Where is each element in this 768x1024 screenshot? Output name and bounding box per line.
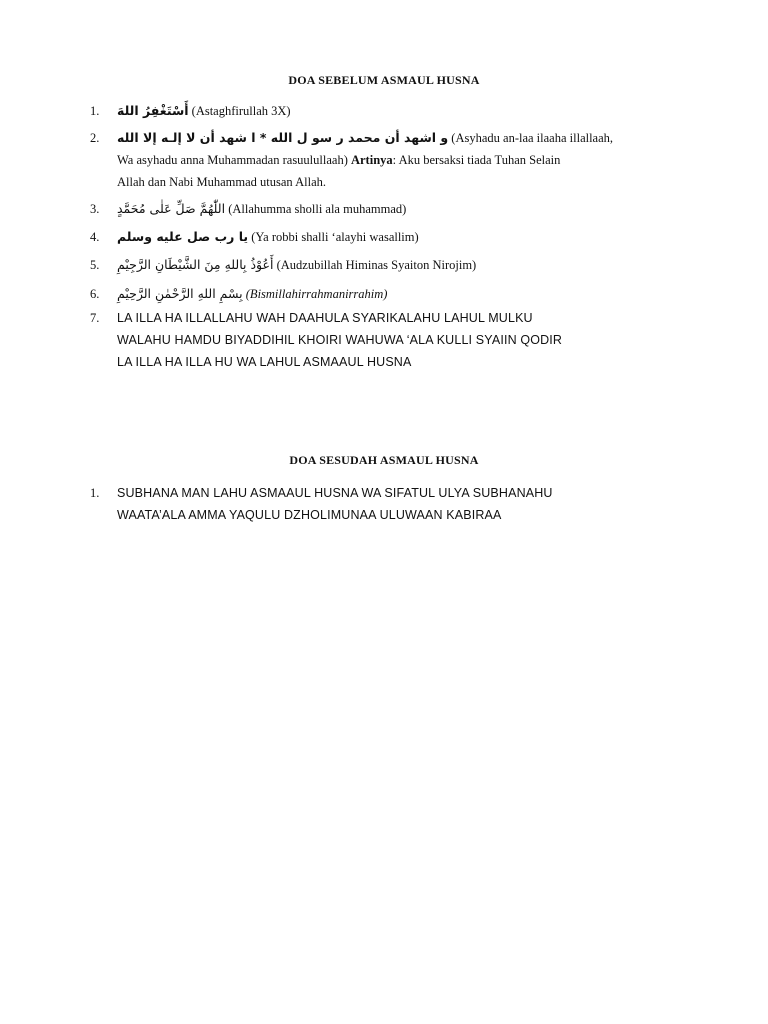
item-number: 5. <box>90 258 100 272</box>
list-item <box>90 283 690 305</box>
list-item <box>90 127 690 193</box>
arabic-text: أَعُوْذُ بِاللهِ مِنَ الشَّيْطَانِ الرَّجِيْمِ <box>117 257 274 272</box>
list-item <box>90 482 690 526</box>
section-title-before: DOA SEBELUM ASMAUL HUSNA <box>288 73 480 87</box>
item-number: 6. <box>90 287 100 301</box>
meaning-line-3: Allah dan Nabi Muhammad utusan Allah. <box>117 175 326 189</box>
transliteration: (Bismillahirrahmanirrahim) <box>245 287 388 301</box>
arabic-text: و اشهد أن محمد ر سو ل الله * ا شهد أن لا إلـه إلا الله <box>117 130 449 145</box>
item-number: 4. <box>90 230 100 244</box>
section-title-after: DOA SESUDAH ASMAUL HUSNA <box>289 453 479 467</box>
item-number: 2. <box>90 131 100 145</box>
text-line: WAATA’ALA AMMA YAQULU DZHOLIMUNAA ULUWAAN KABIRAA <box>117 508 502 522</box>
transliteration: (Asyhadu an-laa ilaaha illallaah, <box>451 131 614 145</box>
list-item <box>90 198 690 220</box>
text-line: SUBHANA MAN LAHU ASMAAUL HUSNA WA SIFATUL ULYA SUBHANAHU <box>117 486 553 500</box>
arabic-text: يا رب صل عليه وسلم <box>117 229 249 244</box>
arabic-text: اللّٰهُمَّ صَلِّ عَلٰى مُحَمَّدٍ <box>117 201 226 216</box>
list-item <box>90 307 690 373</box>
meaning-label: Artinya <box>350 153 393 167</box>
text-line: WALAHU HAMDU BIYADDIHIL KHOIRI WAHUWA ‘ALA KULLI SYAIIN QODIR <box>117 333 563 347</box>
text-line: LA ILLA HA ILLALLAHU WAH DAAHULA SYARIKALAHU LAHUL MULKU <box>117 311 533 325</box>
transliteration: (Audzubillah Himinas Syaiton Nirojim) <box>276 258 477 272</box>
arabic-text: بِسْمِ اللهِ الرَّحْمٰنِ الرَّحِيْمِ <box>117 286 243 301</box>
text-line: LA ILLA HA ILLA HU WA LAHUL ASMAAUL HUSNA <box>117 355 412 369</box>
list-item <box>90 226 690 248</box>
arabic-text: أَسْتَغْفِرُ اللهَ <box>117 103 189 118</box>
item-number: 3. <box>90 202 100 216</box>
meaning-text: : Aku bersaksi tiada Tuhan Selain <box>392 153 561 167</box>
transliteration-line-2: Wa asyhadu anna Muhammadan rasuulullaah) <box>117 153 348 167</box>
list-item <box>90 100 690 122</box>
transliteration: (Astaghfirullah 3X) <box>191 104 291 118</box>
item-number: 1. <box>90 486 100 500</box>
list-item <box>90 254 690 276</box>
transliteration: (Allahumma sholli ala muhammad) <box>228 202 407 216</box>
item-number: 1. <box>90 104 100 118</box>
item-number: 7. <box>90 311 100 325</box>
transliteration: (Ya robbi shalli ‘alayhi wasallim) <box>251 230 419 244</box>
